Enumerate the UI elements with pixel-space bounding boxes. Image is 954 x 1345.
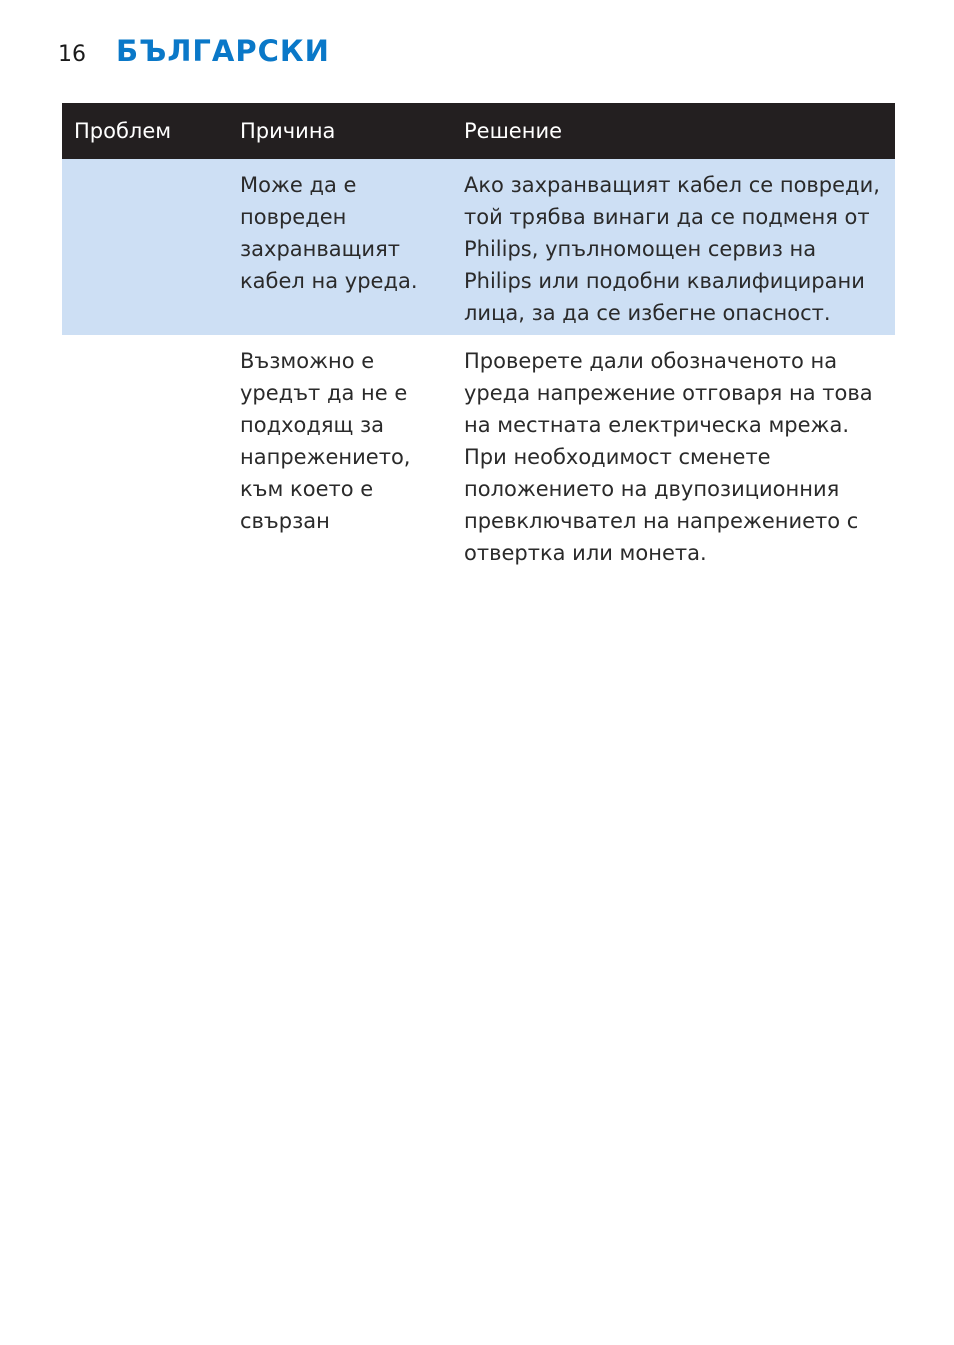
column-header-solution: Решение — [452, 103, 895, 159]
table-row — [62, 335, 895, 575]
page-number: 16 — [58, 42, 86, 67]
cell-solution: Проверете дали обозначеното на уреда напрежение отговаря на това на местната електрическа мрежа. При необходимост сменете положението на двупозиционния превключвател на напрежението с отвертка или монета. — [452, 335, 895, 575]
cell-problem — [62, 159, 228, 335]
cell-cause: Възможно е уредът да не е подходящ за напрежението, към което е свързан — [228, 335, 452, 575]
cell-problem — [62, 335, 228, 575]
troubleshooting-table — [62, 103, 895, 575]
section-title: БЪЛГАРСКИ — [116, 34, 330, 68]
column-header-cause: Причина — [228, 103, 452, 159]
cell-cause: Може да е повреден захранващият кабел на уреда. — [228, 159, 452, 335]
page-header — [58, 34, 330, 74]
table-header-row — [62, 103, 895, 159]
cell-solution: Ако захранващият кабел се повреди, той трябва винаги да се подменя от Philips, упълномощен сервиз на Philips или подобни квалифицирани лица, за да се избегне опасност. — [452, 159, 895, 335]
column-header-problem: Проблем — [62, 103, 228, 159]
table-row — [62, 159, 895, 335]
